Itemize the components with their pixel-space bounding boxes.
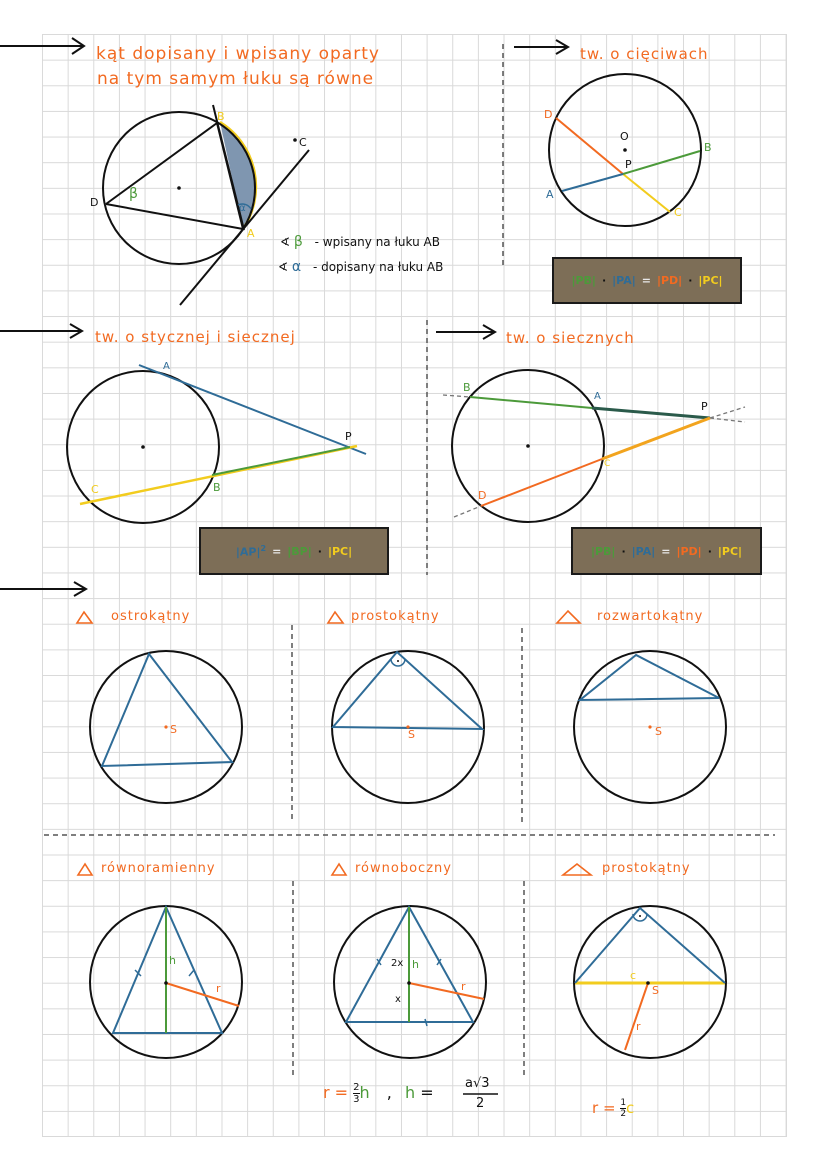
height-label-h: h (412, 958, 419, 971)
center-label-s: S (652, 984, 659, 997)
segment-label-2x: 2x (391, 958, 404, 969)
acute-triangle-title: ostrokątny (111, 609, 191, 624)
equilateral-radius-formula: r = $\frac{2}{3}$ h , h = (323, 1082, 434, 1105)
section1-title-line2: na tym samym łuku są równe (97, 69, 375, 89)
point-label-c: C (674, 206, 682, 219)
section3-title: tw. o stycznej i siecznej (95, 328, 296, 346)
point-label-d: D (90, 196, 99, 209)
point-label-a: A (247, 227, 255, 240)
point-label-c: C (91, 483, 99, 496)
chords-formula-box: |PB| · |PA| = |PD| · |PC| (552, 257, 742, 304)
angle-alpha-label: α (239, 203, 246, 214)
inscribed-tangent-angle-diagram (103, 105, 309, 305)
obtuse-triangle-diagram (574, 651, 726, 803)
angle-icon: ∢ (280, 235, 291, 249)
point-label-c: C (604, 459, 611, 469)
angle-beta-label: β (129, 186, 138, 202)
point-label-p: P (701, 400, 708, 413)
legend-item-beta: ∢ β - wpisany na łuku AB (280, 234, 440, 250)
isosceles-triangle-title: równoramienny (101, 861, 216, 876)
acute-triangle-diagram (90, 651, 242, 803)
right-triangle-radius-formula: r = $\frac{1}{2}$ c (592, 1098, 635, 1119)
height-label-h: h (169, 954, 176, 967)
point-label-d: D (478, 489, 487, 502)
equilateral-height-denominator: 2 (476, 1096, 485, 1111)
section1-title-line1: kąt dopisany i wpisany oparty (96, 44, 380, 64)
point-label-a: A (594, 391, 601, 402)
point-label-a: A (546, 188, 554, 201)
center-label-s: S (170, 723, 177, 736)
hypotenuse-label-c: c (630, 969, 637, 982)
section2-title: tw. o cięciwach (580, 45, 709, 63)
radius-label-r: r (461, 980, 466, 993)
tangent-secant-diagram (67, 365, 366, 523)
radius-label-r: r (216, 982, 221, 995)
center-label-o: O (620, 130, 629, 143)
point-label-b: B (217, 110, 225, 123)
obtuse-triangle-title: rozwartokątny (597, 609, 704, 624)
secants-formula-box: |PB| · |PA| = |PD| · |PC| (571, 527, 762, 575)
right-triangle-diagram (332, 651, 484, 803)
segment-label-x: x (395, 994, 401, 1005)
equilateral-height-numerator: a√3 (465, 1076, 490, 1091)
point-label-a: A (163, 361, 170, 372)
section4-title: tw. o siecznych (506, 329, 635, 347)
right-triangle-2-title: prostokątny (602, 861, 691, 876)
point-label-p: P (625, 158, 632, 171)
chords-theorem-diagram (549, 74, 701, 226)
point-label-b: B (463, 381, 471, 394)
center-label-s: S (655, 725, 662, 738)
angle-icon: ∢ (278, 260, 289, 274)
arrow-icon (0, 38, 568, 596)
point-label-c: C (299, 136, 307, 149)
point-label-p: P (345, 430, 352, 443)
tangent-secant-formula-box: $|AP|^2$ = |BP| · |PC| (199, 527, 389, 575)
point-label-b: B (213, 481, 221, 494)
right-triangle-hypotenuse-diagram (574, 906, 726, 1058)
legend-item-alpha: ∢ α - dopisany na łuku AB (278, 259, 444, 275)
point-label-b: B (704, 141, 712, 154)
radius-label-r: r (636, 1020, 641, 1033)
point-label-d: D (544, 108, 553, 121)
equilateral-triangle-title: równoboczny (355, 861, 452, 876)
right-triangle-title: prostokątny (351, 609, 440, 624)
center-label-s: S (408, 728, 415, 741)
